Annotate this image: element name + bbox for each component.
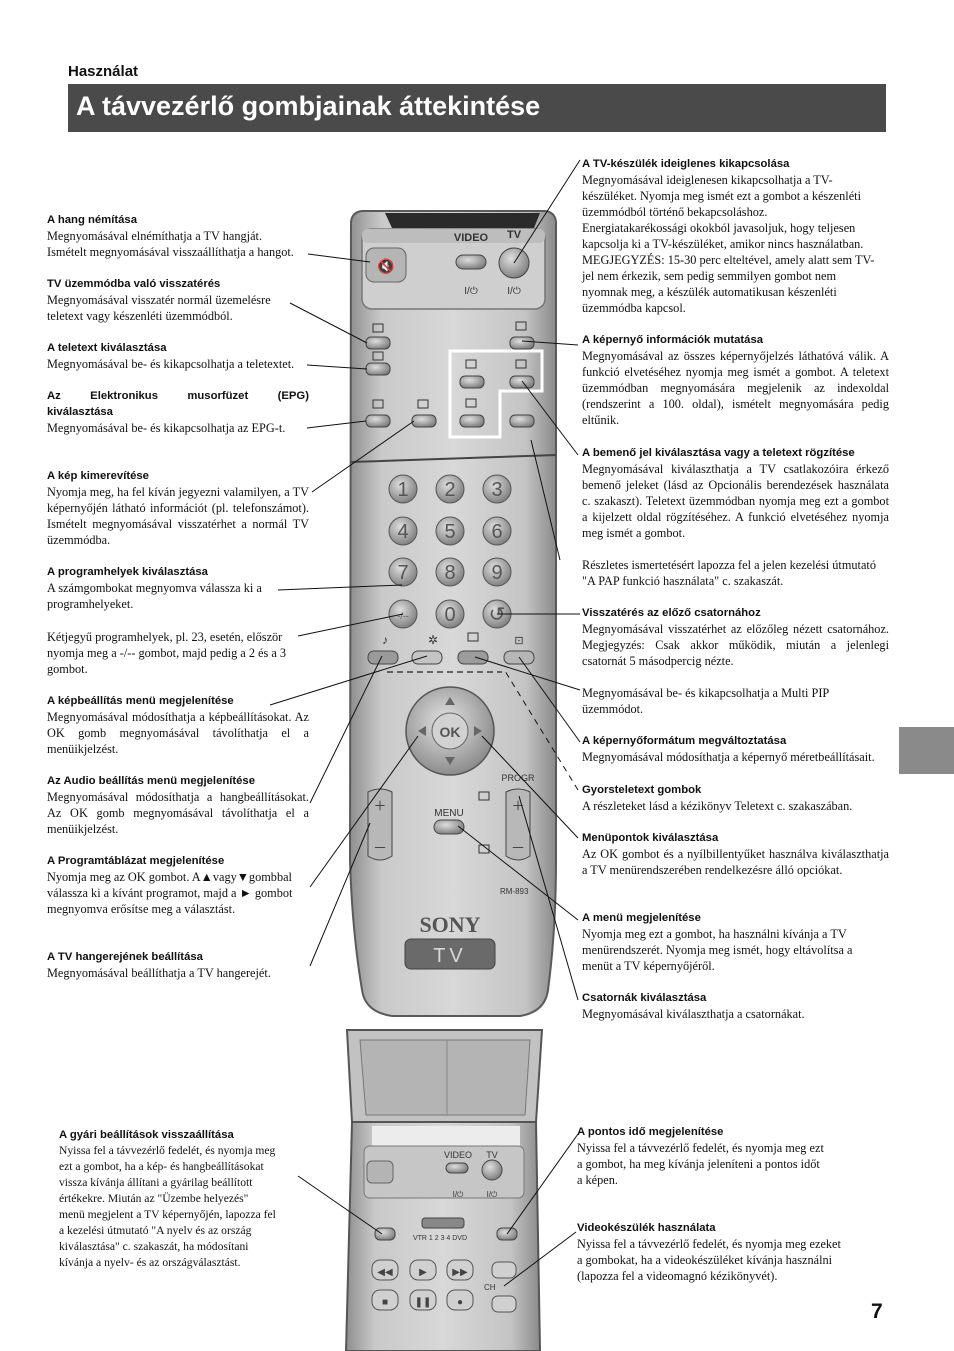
svg-text:■: ■ [381, 1297, 389, 1308]
prog-label: PROGR [501, 773, 535, 783]
audio-icon: ♪ [382, 633, 388, 647]
entry-clock: A pontos idő megjelenítése Nyissa fel a távvezérlő fedelét, és nyomja meg ezt a gombot, ha meg kívánja jeleníteni a pontos időt a képen. [577, 1126, 824, 1187]
entry-multi-pip: Megnyomásával be- és kikapcsolhatja a Multi PIP üzemmódot. [582, 686, 830, 716]
mute-icon: 🔇 [377, 259, 395, 275]
entry-menu-navigation: Menüpontok kiválasztása Az OK gombot és a nyílbillentyűket használva kiválaszthatja a TV menürendszerében rendelkezésre álló opciókat. [582, 832, 889, 877]
freeze-button [412, 415, 436, 427]
prog-minus-icon: – [513, 835, 523, 857]
factory-reset-button [375, 1228, 395, 1240]
entry-picture-menu: A képbeállítás menü megjelenítése Megnyomásával módosíthatja a képbeállításokat. Az OK gomb megnyomásával távolíthatja el a menüikjelzést. [47, 695, 309, 756]
entry-audio-menu: Az Audio beállítás menü megjelenítése Megnyomásával módosíthatja a hangbeállításokat. Az OK gomb megnyomásával távolíthatja el a menüikjelzést. [47, 775, 309, 836]
section-label: Használat [68, 63, 139, 80]
inner-tv-label: TV [486, 1150, 498, 1160]
page-number: 7 [871, 1300, 883, 1323]
svg-text:I/⏻: I/⏻ [486, 1190, 498, 1199]
entry-freeze: A kép kimerevítése Nyomja meg, ha fel kíván jegyezni valamilyen, a TV képernyőjén látható információt (pl. telefonszámot). Ismételt megnyomásával visszatérhet a normál TV üzemmódba. [47, 470, 309, 547]
entry-vcr: Videokészülék használata Nyissa fel a távvezérlő fedelét, és nyomja meg ezeket a gombokat, ha a videokészüléket kívánja használni (lapozza fel a videomagnó kézikönyvét). [577, 1222, 841, 1283]
svg-text:4: 4 [397, 521, 409, 543]
entry-channel-select: Csatornák kiválasztása Megnyomásával kiválaszthatja a csatornákat. [582, 992, 805, 1021]
entry-epg: Az Elektronikus musorfüzet (EPG) kiválasztása Megnyomásával be- és kikapcsolhatja az EPG-t. [47, 390, 309, 435]
svg-text:9: 9 [491, 562, 503, 584]
svg-text:I/⏻: I/⏻ [452, 1190, 464, 1199]
teletext-button [366, 363, 390, 375]
entry-program-table: A Programtáblázat megjelenítése Nyomja meg az OK gombot. A▲vagy▼gombbal válassza ki a kívánt programot, majd a ► gombot megnyomva erősítse meg a választást. [47, 855, 293, 916]
volume-plus-icon: + [374, 795, 386, 817]
menu-label: MENU [434, 808, 464, 819]
info-button [510, 337, 534, 349]
tv-badge: TV [433, 945, 467, 967]
entry-teletext: A teletext kiválasztása Megnyomásával be- és kikapcsolhatja a teletextet. [47, 342, 295, 371]
entry-mute: A hang némítása Megnyomásával elnémíthatja a TV hangját. Ismételt megnyomásával visszaállíthatja a hangot. [47, 212, 309, 260]
svg-text:6: 6 [491, 521, 503, 543]
svg-text:2: 2 [444, 479, 456, 501]
svg-text:▶: ▶ [419, 1267, 427, 1278]
entry-title: A hang némítása [47, 214, 137, 226]
remote-video-standby: I/⏻ [464, 286, 478, 297]
picture-icon: ✲ [428, 633, 439, 647]
page-title: A távvezérlő gombjainak áttekintése [76, 91, 541, 121]
vtr-switch-label: VTR 1 2 3 4 DVD [412, 1235, 468, 1242]
svg-text:❚❚: ❚❚ [414, 1297, 432, 1308]
svg-text:5: 5 [444, 521, 456, 543]
format-icon: ⊡ [514, 635, 524, 647]
prog-plus-icon: + [512, 795, 524, 817]
svg-text:0: 0 [444, 604, 456, 626]
ok-label: OK [439, 724, 461, 740]
model-label: RM-893 [500, 887, 529, 896]
svg-text:●: ● [456, 1297, 464, 1308]
entry-fastext: Gyorsteletext gombok A részleteket lásd a kézikönyv Teletext c. szakaszában. [582, 784, 853, 813]
entry-menu-display: A menü megjelenítése Nyomja meg ezt a gombot, ha használni kívánja a TV menürendszerét. Nyomja meg ismét, hogy eltávolítsa a menüt a TV képernyőjéről. [582, 912, 853, 973]
entry-two-digit: Kétjegyű programhelyek, pl. 23, esetén, először nyomja meg a -/-- gombot, majd pedig a 2 és a 3 gombot. [47, 630, 287, 676]
entry-screen-format: A képernyőformátum megváltoztatása Megnyomásával módosíthatja a képernyő méretbeállításait. [582, 735, 875, 764]
entry-volume: A TV hangerejének beállítása Megnyomásával beállíthatja a TV hangerejét. [47, 951, 271, 980]
entry-standby: A TV-készülék ideiglenes kikapcsolása Megnyomásával ideiglenesen kikapcsolhatja a TV- készüléket. Nyomja meg ismét ezt a gombot a készenléti üzemmódból történő bekapcsoláshoz. Energiatakarékossági okokból javasoljuk, hogy teljesen kapcsolja ki a TV-készüléket, amikor nincs használatban. MEGJEGYZÉS: 15-30 perc elteltével, amely alatt sem TV- jel nem érkezik, sem pedig semmilyen gombot nem nyomnak meg, a készülék automatikusan készenléti üzemmódba kapcsol. [582, 158, 875, 315]
tv-mode-button [366, 337, 390, 349]
svg-text:-/--: -/-- [397, 611, 409, 621]
volume-minus-icon: – [375, 835, 385, 857]
entry-factory-reset: A gyári beállítások visszaállítása Nyissa fel a távvezérlő fedelét, és nyomja meg ezt a gombot, ha a kép- és hangbeállításokat vissza kívánja állítani a gyárilag beállított értékekre. Miután az "Üzembe helyezés" menü megjelent a TV képernyőjén, lapozza fel a kezelési útmutató "A nyelv és az ország kiválasztása" c. szakaszát, ha módosítani kívánja a nyelv- és az országválasztást. [59, 1129, 276, 1269]
remote-tv-standby: I/⏻ [507, 286, 521, 297]
svg-text:7: 7 [397, 562, 409, 584]
entry-input: A bemenő jel kiválasztása vagy a teletext rögzítése Megnyomásával kiválaszthatja a TV csatlakozóira érkező bemenő jeleket (lásd az Opcionális berendezések használata c. szakaszt). Teletext üzemmódban nyomja meg ezt a gombot a kijelzett oldal rögzítéséhez. A funkció elvetéséhez nyomja meg ismét a gombot. [582, 447, 889, 540]
svg-text:1: 1 [397, 479, 409, 501]
ch-label: CH [484, 1283, 496, 1292]
svg-text:▶▶: ▶▶ [452, 1267, 468, 1278]
epg-button [366, 415, 390, 427]
pap-button [510, 415, 534, 427]
brand-logo: SONY [419, 912, 481, 937]
entry-previous-channel: Visszatérés az előző csatornához Megnyomásával visszatérhet az előzőleg nézett csatornához. Megjegyzés: Csak akkor működik, miután a jelenlegi csatornát 5 másodpercig nézte. [582, 607, 889, 668]
entry-info: A képernyő információk mutatása Megnyomásával az összes képernyőjelzés láthatóvá válik. A funkció elvetéséhez nyomja meg ismét a gombot. A teletext üzemmódban megnyomására megjelenik az indexoldal (rendszerint a 100. oldal), ismételt megnyomására pedig eltűnik. [582, 334, 889, 427]
remote-tv-label: TV [506, 229, 522, 241]
inner-video-label: VIDEO [443, 1150, 473, 1160]
entry-pap-note: Részletes ismertetésért lapozza fel a jelen kezelési útmutató "A PAP funkció használata" c. szakaszát. [582, 558, 876, 588]
input-button [510, 376, 534, 388]
svg-text:8: 8 [444, 562, 456, 584]
svg-text:↺: ↺ [488, 604, 506, 626]
remote-video-label: VIDEO [453, 232, 489, 244]
entry-program-select: A programhelyek kiválasztása A számgombokat megnyomva válassza ki a programhelyeket. [47, 566, 262, 611]
entry-tv-mode: TV üzemmódba való visszatérés Megnyomásával visszatér normál üzemelésre teletext vagy készenléti üzemmódból. [47, 278, 271, 323]
svg-text:3: 3 [491, 479, 503, 501]
svg-text:◀◀: ◀◀ [377, 1267, 393, 1278]
